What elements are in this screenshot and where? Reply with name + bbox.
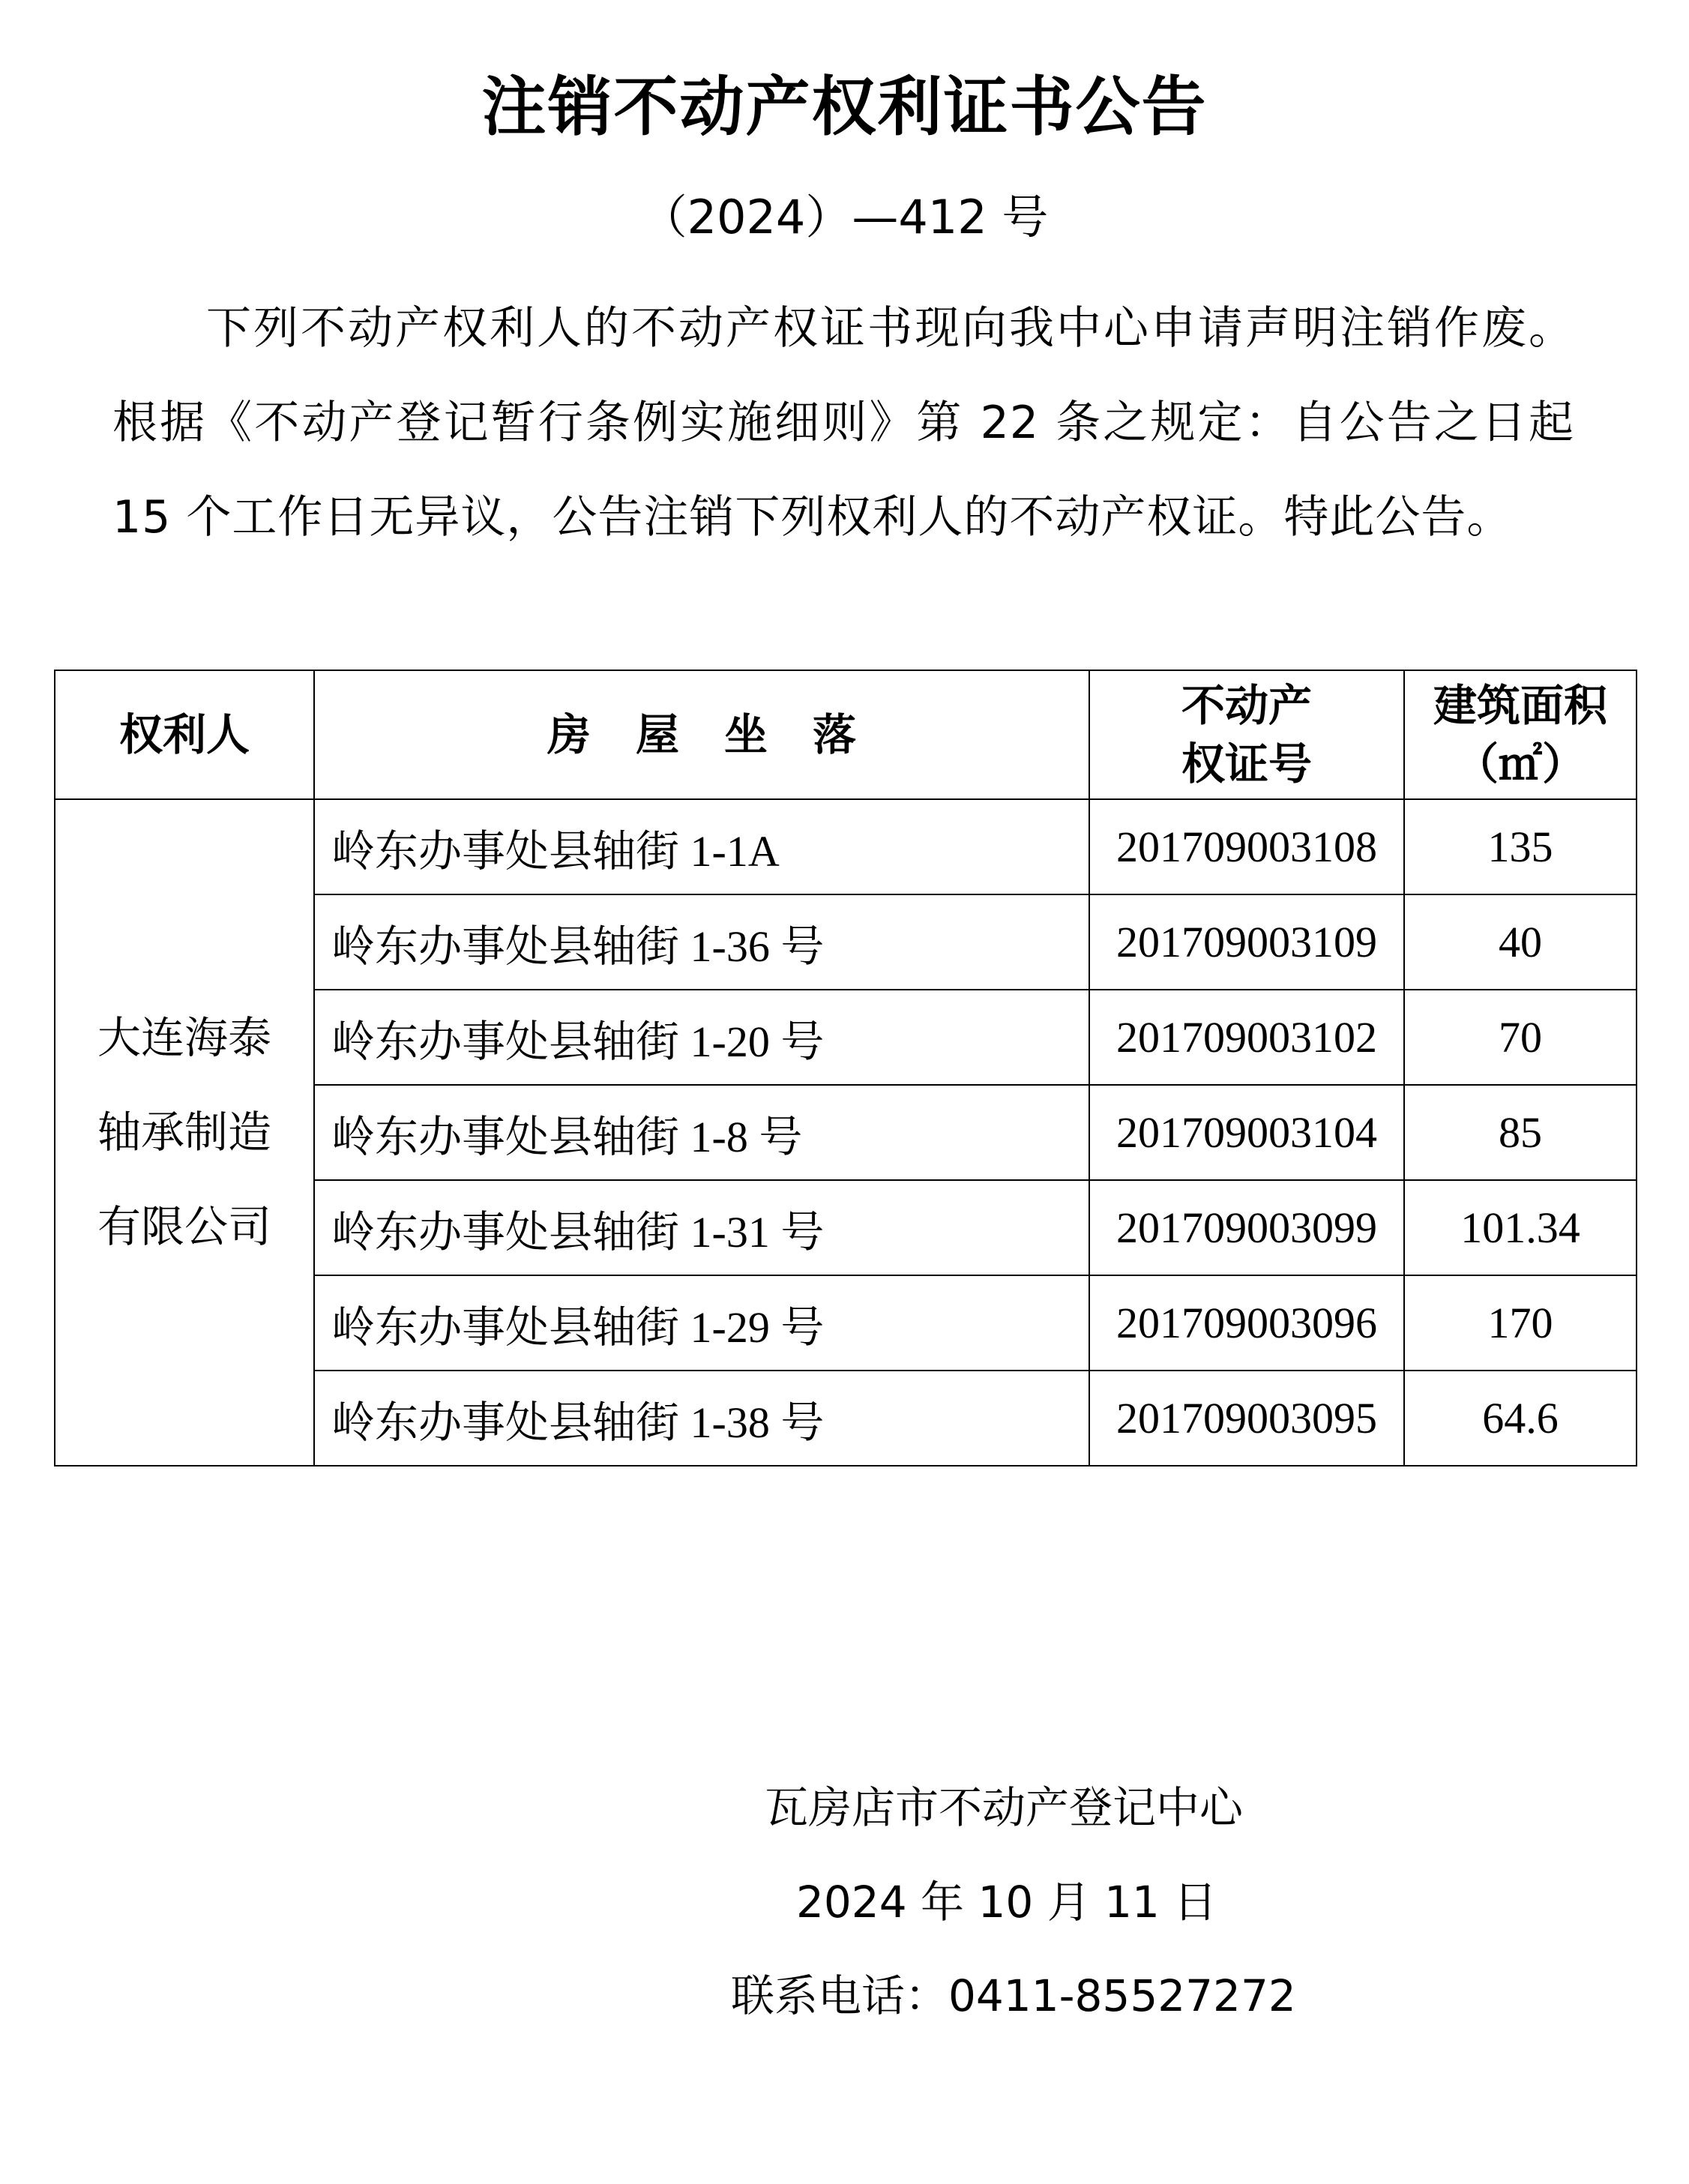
- area-cell: 64.6: [1404, 1371, 1637, 1466]
- cert-cell: 201709003104: [1089, 1085, 1404, 1180]
- header-address: 房屋坐落: [314, 670, 1089, 799]
- cert-cell: 201709003102: [1089, 990, 1404, 1085]
- cert-cell: 201709003095: [1089, 1371, 1404, 1466]
- address-cell: 岭东办事处县轴街 1-1A: [314, 799, 1089, 894]
- area-cell: 40: [1404, 894, 1637, 990]
- header-cert: [1089, 670, 1404, 799]
- header-area-line1: 建筑面积: [1433, 680, 1607, 731]
- address-cell: 岭东办事处县轴街 1-29 号: [314, 1275, 1089, 1371]
- area-cell: 85: [1404, 1085, 1637, 1180]
- header-area-line2: （㎡）: [1454, 738, 1586, 789]
- issuing-organization: 瓦房店市不动产登记中心: [765, 1784, 1244, 1832]
- area-cell: 70: [1404, 990, 1637, 1085]
- header-cert-line2: 权证号: [1181, 738, 1312, 789]
- owner-cell: 大连海泰轴承制造有限公司: [55, 799, 314, 1466]
- document-number: （2024）—412 号: [640, 190, 1049, 244]
- header-area: [1404, 670, 1637, 799]
- area-cell: 135: [1404, 799, 1637, 894]
- cert-cell: 201709003108: [1089, 799, 1404, 894]
- area-cell: 170: [1404, 1275, 1637, 1371]
- issue-date: 2024 年 10 月 11 日: [796, 1877, 1217, 1928]
- address-cell: 岭东办事处县轴街 1-31 号: [314, 1180, 1089, 1275]
- address-cell: 岭东办事处县轴街 1-8 号: [314, 1085, 1089, 1180]
- cert-cell: 201709003099: [1089, 1180, 1404, 1275]
- notice-body: 下列不动产权利人的不动产权证书现向我中心申请声明注销作废。根据《不动产登记暂行条例实施细则》第 22 条之规定：自公告之日起 15 个工作日无异议，公告注销下列权利人的不动产权证。特此公告。: [112, 302, 1574, 544]
- page-title: 注销不动产权利证书公告: [481, 70, 1208, 145]
- address-cell: 岭东办事处县轴街 1-20 号: [314, 990, 1089, 1085]
- cert-cell: 201709003109: [1089, 894, 1404, 990]
- certificate-table: [54, 670, 1637, 1466]
- address-cell: 岭东办事处县轴街 1-38 号: [314, 1371, 1089, 1466]
- table-row: [55, 799, 1637, 894]
- address-cell: 岭东办事处县轴街 1-36 号: [314, 894, 1089, 990]
- contact-phone: 联系电话：0411-85527272: [731, 1970, 1296, 2021]
- table-header-row: [55, 670, 1637, 799]
- header-owner: 权利人: [55, 670, 314, 799]
- header-cert-line1: 不动产: [1181, 680, 1312, 731]
- area-cell: 101.34: [1404, 1180, 1637, 1275]
- cert-cell: 201709003096: [1089, 1275, 1404, 1371]
